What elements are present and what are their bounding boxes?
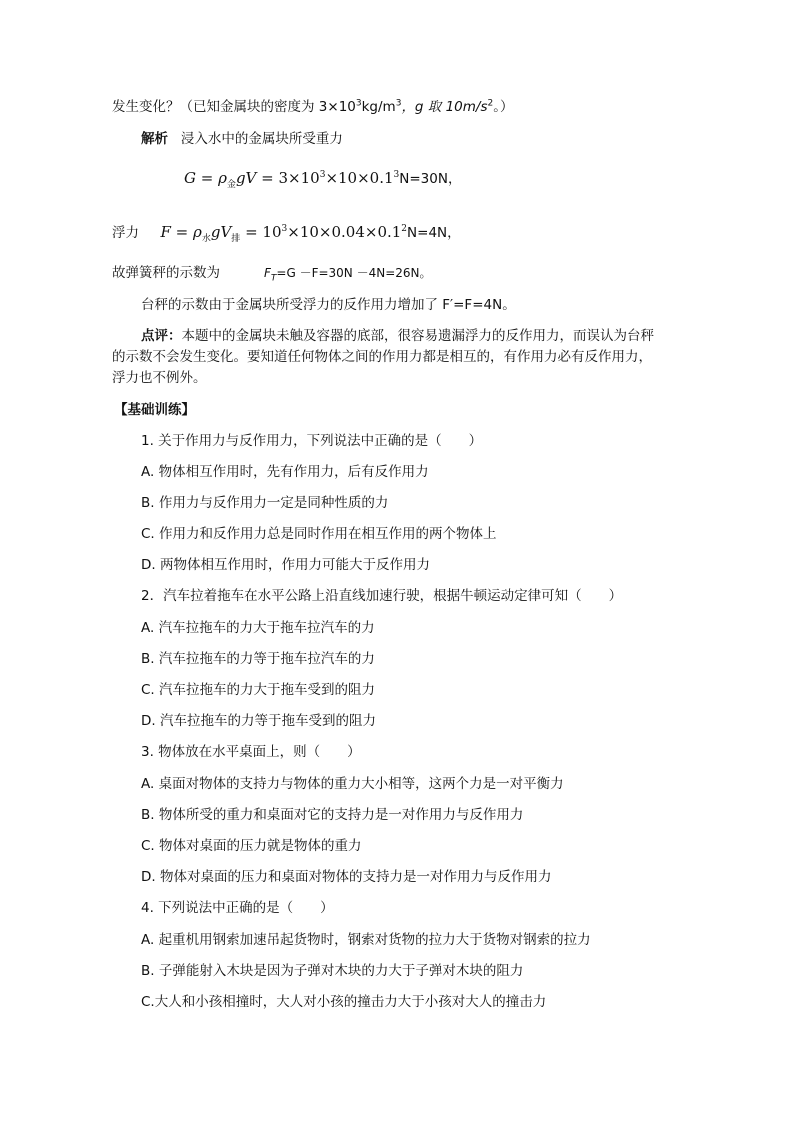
eq2-rho-sub: 水 (201, 234, 211, 244)
question-1-option-d: D. 两物体相互作用时，作用力可能大于反作用力 (141, 557, 430, 573)
eq1-rho: ρ (218, 169, 227, 187)
scale-f: F (264, 266, 271, 280)
eq2-rho: ρ (193, 223, 202, 241)
g-text: ，g 取 10m/s (401, 99, 488, 115)
eq2-gv: gV (210, 223, 232, 241)
question-1-option-a: A. 物体相互作用时，先有作用力，后有反作用力 (141, 464, 429, 480)
question-2-option-a: A. 汽车拉拖车的力大于拖车拉汽车的力 (141, 620, 375, 636)
intro-suffix: 。） (493, 99, 514, 115)
question-2-option-c: C. 汽车拉拖车的力大于拖车受到的阻力 (141, 682, 376, 698)
eq1-lhs: G (184, 169, 196, 187)
comment-line-1 (141, 326, 654, 346)
eq1-mid: ×10×0.1 (325, 169, 394, 187)
analysis-line (141, 129, 343, 149)
question-4-stem: 4. 下列说法中正确的是（ ） (141, 900, 334, 916)
eq2-lhs: F (160, 223, 171, 241)
eq2-tail: N=4N， (407, 225, 461, 241)
question-3-stem: 3. 物体放在水平桌面上，则（ ） (141, 744, 361, 760)
comment-line-2: 的示数不会发生变化。要知道任何物体之间的作用力都是相互的，有作用力必有反作用力， (112, 349, 652, 365)
scale-line (112, 263, 432, 283)
eq2-rhs: = 10 (245, 223, 282, 241)
question-3-option-b: B. 物体所受的重力和桌面对它的支持力是一对作用力与反作用力 (141, 807, 524, 823)
question-1-stem: 1. 关于作用力与反作用力，下列说法中正确的是（ ） (141, 433, 483, 449)
question-4-option-c: C.大人和小孩相撞时，大人对小孩的撞击力大于小孩对大人的撞击力 (141, 994, 547, 1010)
eq1-gv: gV (235, 169, 257, 187)
question-1-option-b: B. 作用力与反作用力一定是同种性质的力 (141, 495, 389, 511)
g-exponent: 2 (487, 98, 494, 109)
buoyancy-label: 浮力 (112, 225, 139, 241)
section-title: 【基础训练】 (114, 402, 195, 418)
eq2-exp1: 3 (281, 224, 288, 234)
density-unit: kg/m (361, 99, 396, 115)
analysis-label: 解析 (141, 131, 168, 147)
unit-exponent: 3 (395, 98, 402, 109)
eq1-exp2: 3 (393, 170, 400, 180)
question-2-option-d: D. 汽车拉拖车的力等于拖车受到的阻力 (141, 713, 376, 729)
question-1-option-c: C. 作用力和反作用力总是同时作用在相互作用的两个物体上 (141, 526, 497, 542)
question-3-option-d: D. 物体对桌面的压力和桌面对物体的支持力是一对作用力与反作用力 (141, 869, 552, 885)
eq1-rhs: = 3×10 (261, 169, 320, 187)
question-3-option-a: A. 桌面对物体的支持力与物体的重力大小相等，这两个力是一对平衡力 (141, 776, 564, 792)
eq2-exp2: 2 (401, 224, 408, 234)
scale-f-sub: T (270, 273, 277, 284)
question-4-option-b: B. 子弹能射入木块是因为子弹对木块的力大于子弹对木块的阻力 (141, 963, 524, 979)
comment-label: 点评： (141, 328, 182, 344)
scale-text: 故弹簧秤的示数为 (112, 265, 220, 281)
density-exponent: 3 (355, 98, 362, 109)
reading-line: 台秤的示数由于金属块所受浮力的反作用力增加了 F′=F=4N。 (141, 297, 516, 313)
intro-line (112, 97, 513, 117)
eq1-tail: N=30N， (399, 171, 462, 187)
equation-buoyancy: 浮力 $F = \rho_水gV_排 = 10^3\times 10\times 0.04\times 0.1^2N=4N$， (112, 223, 461, 244)
eq1-rho-sub: 金 (226, 180, 236, 190)
scale-expr: =G －F=30N －4N=26N。 (276, 266, 432, 280)
eq2-v-sub: 排 (231, 234, 241, 244)
question-3-option-c: C. 物体对桌面的压力就是物体的重力 (141, 838, 362, 854)
question-4-option-a: A. 起重机用钢索加速吊起货物时，钢索对货物的拉力大于货物对钢索的拉力 (141, 932, 591, 948)
question-2-stem: 2．汽车拉着拖车在水平公路上沿直线加速行驶，根据牛顿运动定律可知（ ） (141, 588, 623, 604)
intro-text: 发生变化？（已知金属块的密度为 3×10 (112, 99, 356, 115)
eq2-mid: ×10×0.04×0.1 (287, 223, 402, 241)
equation-weight: $G = \rho_金gV = 3\times 10^3\times 10\times 0.1^3N=30N$， (184, 169, 462, 190)
comment-line-3: 浮力也不例外。 (112, 370, 207, 386)
question-2-option-b: B. 汽车拉拖车的力等于拖车拉汽车的力 (141, 651, 375, 667)
analysis-text: 浸入水中的金属块所受重力 (180, 131, 343, 147)
comment-text-1: 本题中的金属块未触及容器的底部，很容易遗漏浮力的反作用力，而误认为台秤 (181, 328, 654, 344)
eq1-exp1: 3 (319, 170, 326, 180)
